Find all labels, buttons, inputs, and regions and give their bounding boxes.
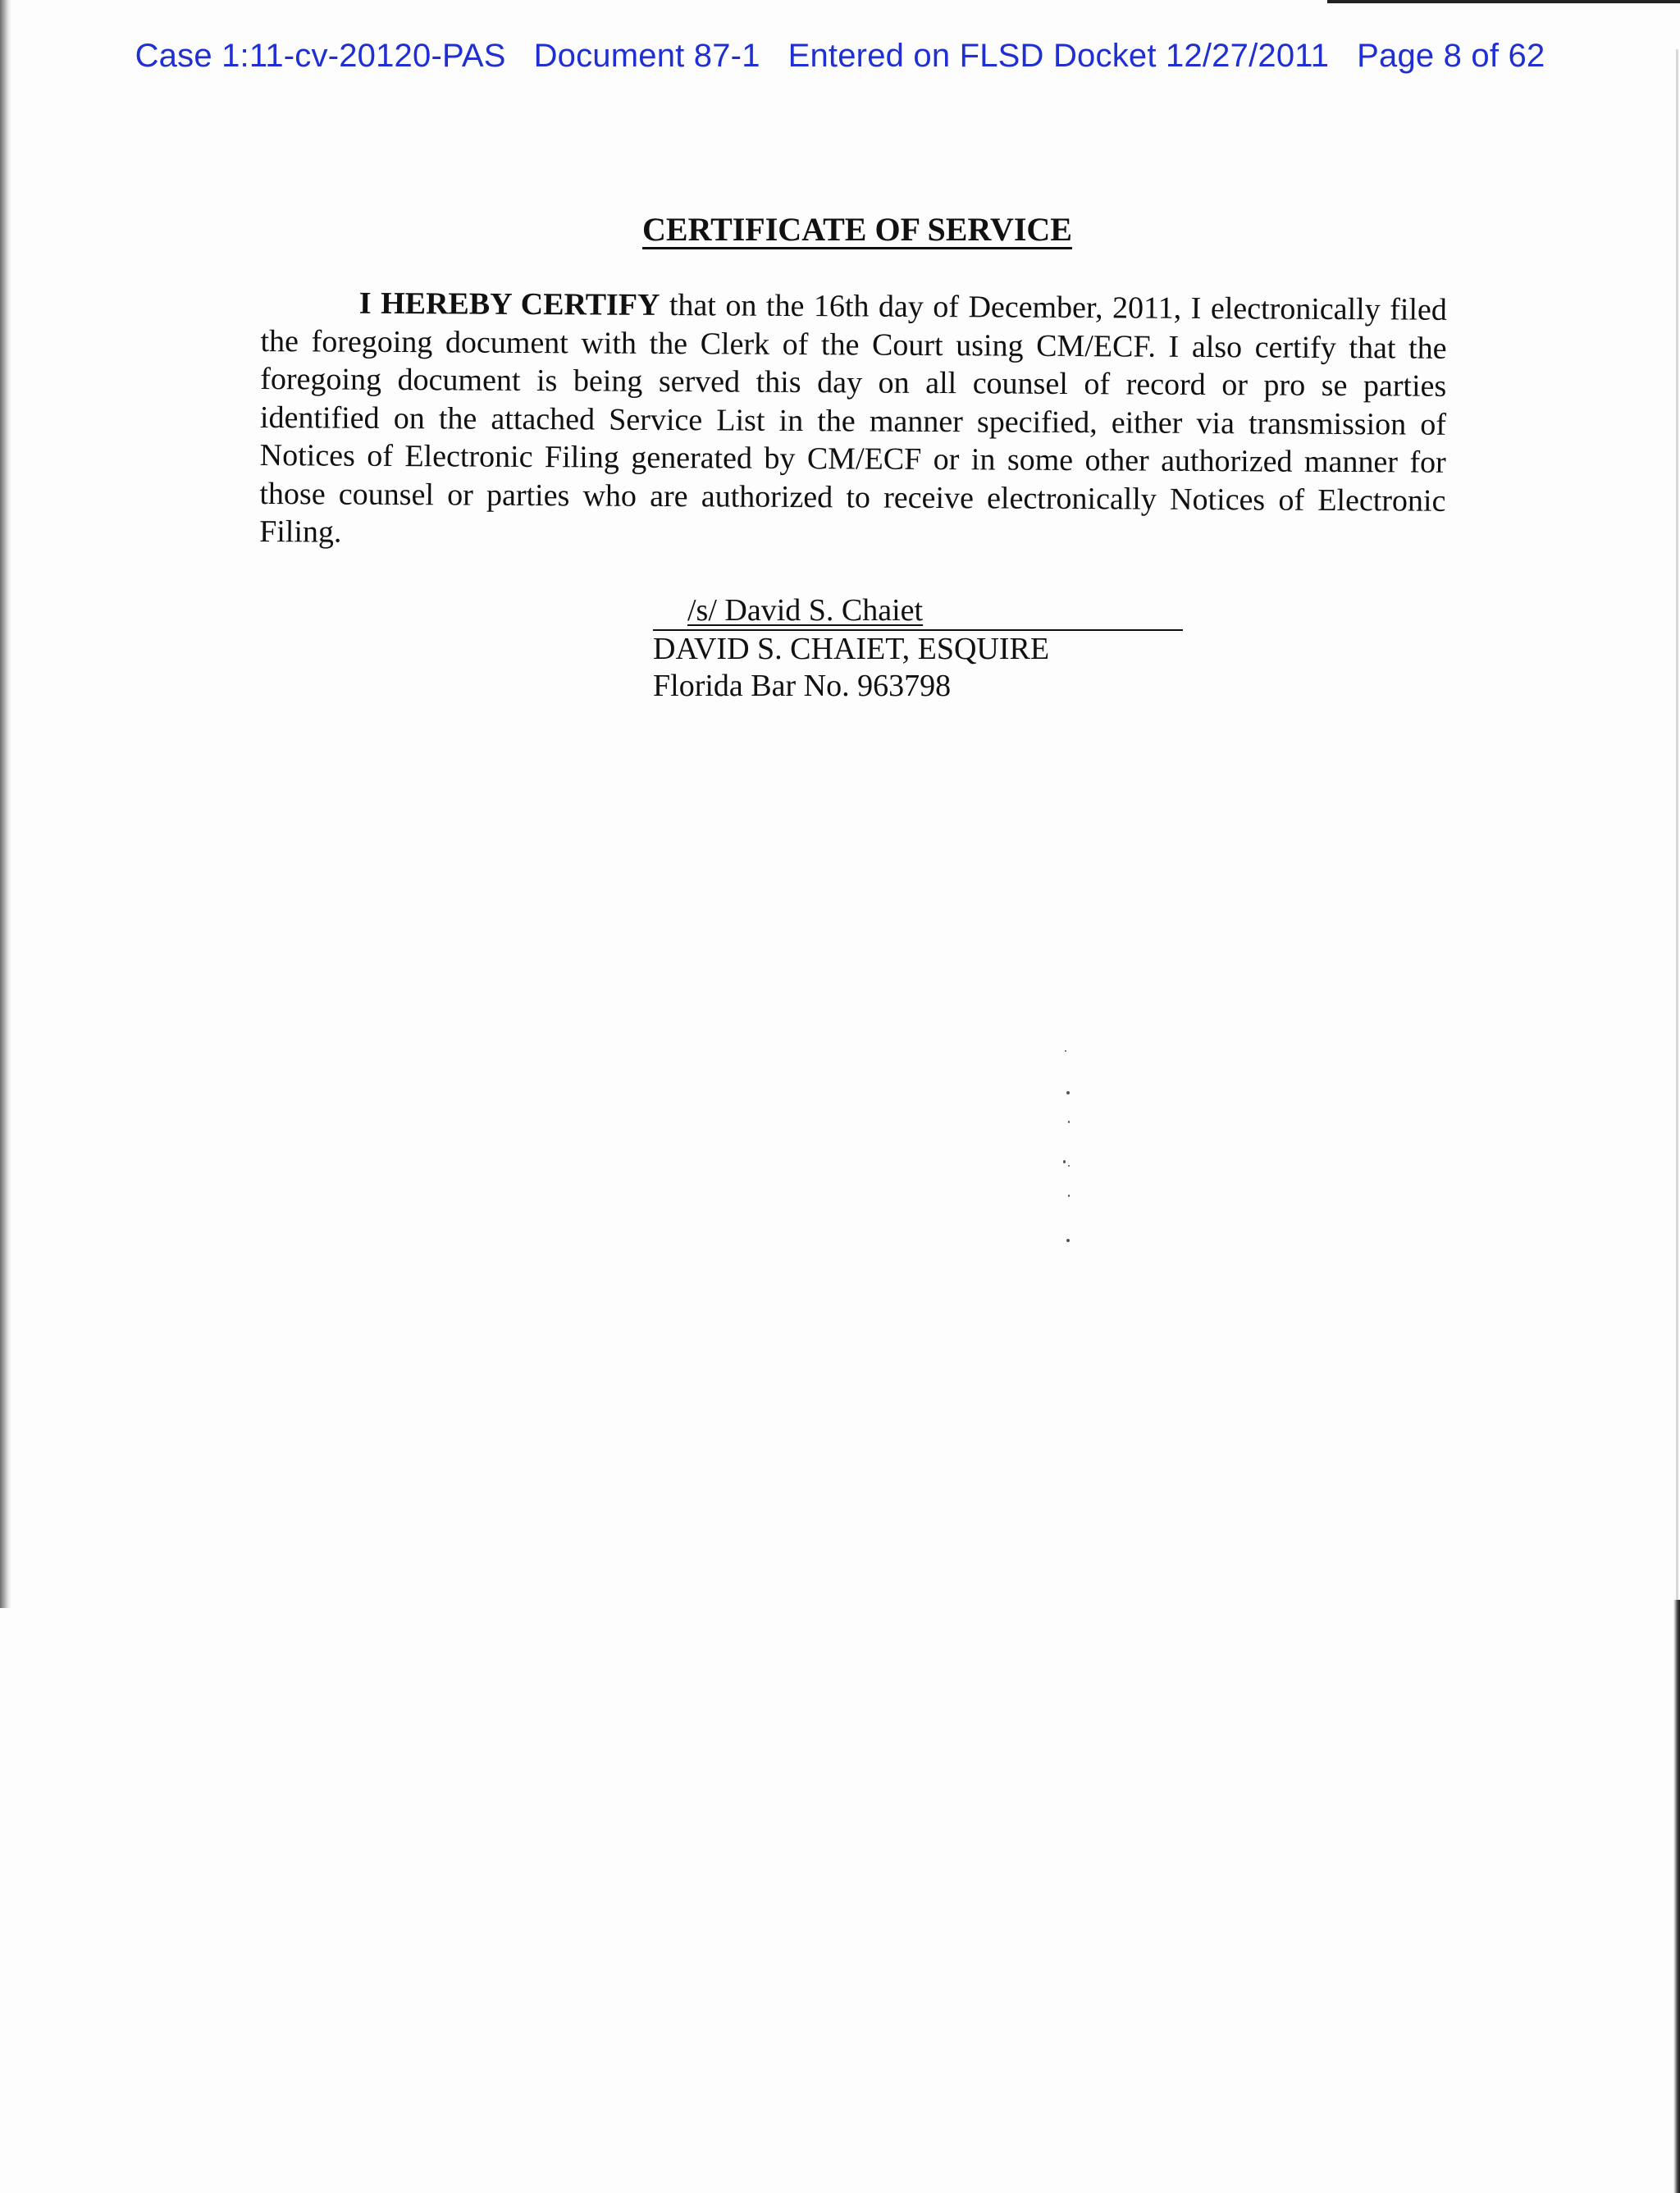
signer-bar-number: Florida Bar No. 963798 (653, 669, 952, 703)
electronic-signature: /s/ David S. Chaiet (687, 593, 924, 628)
scan-speck (1063, 1160, 1066, 1163)
scan-speck (1066, 1239, 1070, 1242)
certify-lead: I HEREBY CERTIFY (358, 286, 660, 322)
signature-line (653, 592, 1183, 631)
scan-speck (1068, 1195, 1070, 1197)
certificate-body (259, 284, 1447, 558)
scan-speck (1068, 1165, 1070, 1167)
signature-block (653, 592, 1227, 705)
scan-speck (1065, 1050, 1066, 1052)
signer-printed-name: DAVID S. CHAIET, ESQUIRE (653, 632, 1050, 666)
scan-speck (1068, 1121, 1070, 1123)
scan-edge-top (1327, 0, 1680, 3)
certificate-title: CERTIFICATE OF SERVICE (642, 211, 1072, 248)
scan-edge-right (1673, 1600, 1680, 2193)
scan-speck (1066, 1091, 1070, 1094)
certify-text: that on the 16th day of December, 2011, I electronically filed the foregoing document with the Clerk of the Court using CM/ECF. I also certify that the foregoing document is being served this day on all counsel of record or pro se parties identified on the attached Service List in the manner specified, either via transmission of Notices of Electronic Filing generated by CM/ECF or in some other authorized manner for those counsel or parties who are authorized to receive electronically Notices of Electronic Filing. (259, 287, 1447, 550)
scan-specks (1058, 1050, 1075, 1247)
docket-header-stamp: Case 1:11-cv-20120-PAS Document 87-1 Entered on FLSD Docket 12/27/2011 Page 8 of 62 (135, 38, 1545, 74)
scan-edge-right-faint (1676, 49, 1678, 1600)
